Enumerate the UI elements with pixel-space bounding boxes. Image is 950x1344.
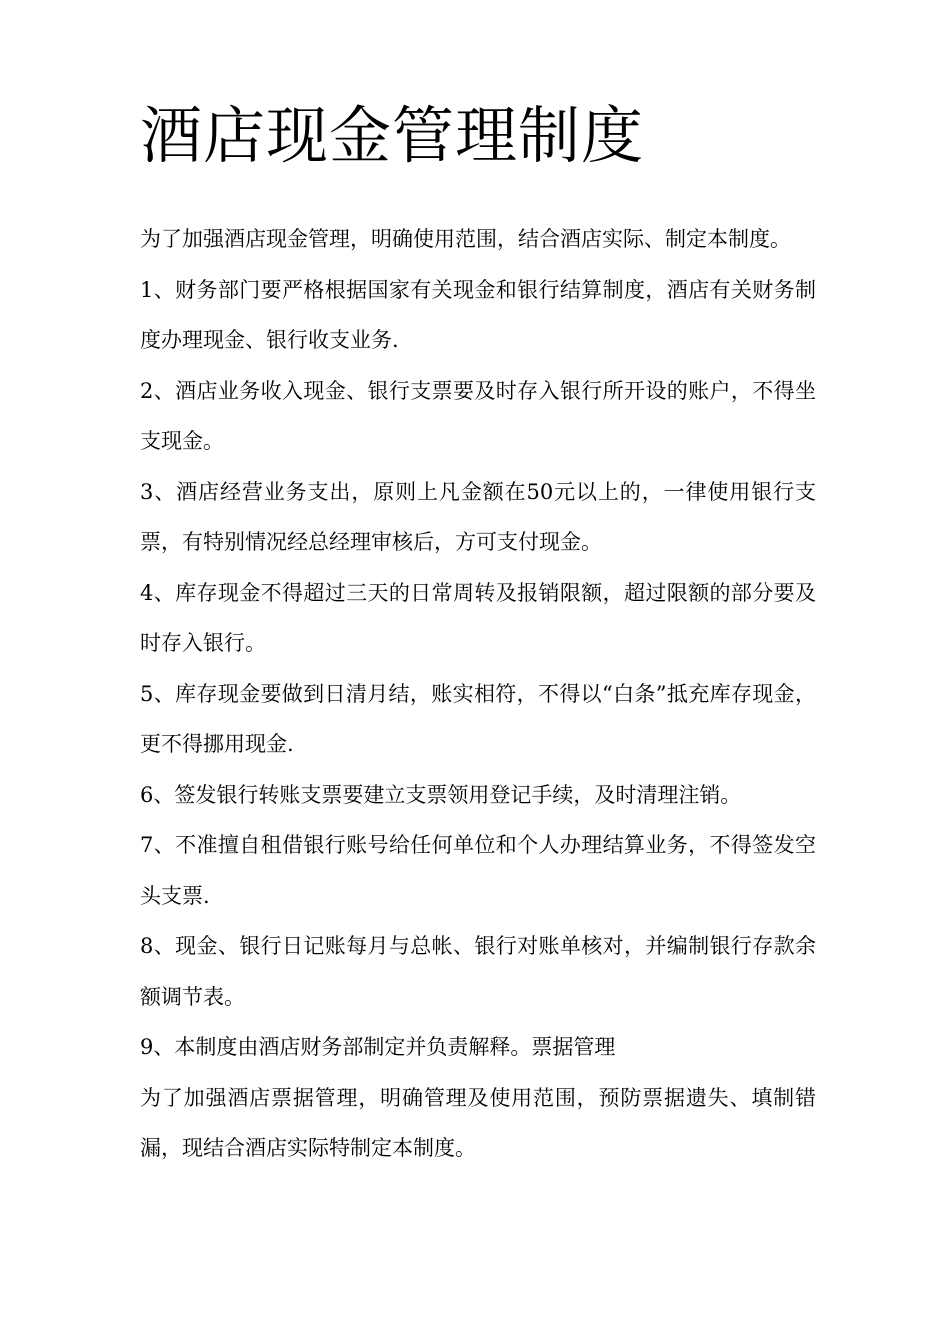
paragraph-ticket-intro: 为了加强酒店票据管理，明确管理及使用范围，预防票据遗失、填制错漏，现结合酒店实际特制定本制度。 <box>140 1085 816 1160</box>
paragraph-item-4: 4、库存现金不得超过三天的日常周转及报销限额，超过限额的部分要及时存入银行。 <box>140 580 816 655</box>
paragraph-item-9: 9、本制度由酒店财务部制定并负责解释。票据管理 <box>140 1035 616 1059</box>
paragraph-item-2: 2、酒店业务收入现金、银行支票要及时存入银行所开设的账户，不得坐支现金。 <box>140 378 816 453</box>
paragraph-item-1: 1、财务部门要严格根据国家有关现金和银行结算制度，酒店有关财务制度办理现金、银行收支业务. <box>140 277 816 352</box>
document-title: 酒店现金管理制度 <box>140 99 645 172</box>
document-body <box>140 214 816 1174</box>
paragraph-intro: 为了加强酒店现金管理，明确使用范围，结合酒店实际、制定本制度。 <box>140 227 791 251</box>
paragraph-item-8: 8、现金、银行日记账每月与总帐、银行对账单核对，并编制银行存款余额调节表。 <box>140 934 816 1009</box>
paragraph-item-3: 3、酒店经营业务支出，原则上凡金额在50元以上的，一律使用银行支票，有特别情况经总经理审核后，方可支付现金。 <box>140 479 816 554</box>
paragraph-item-7: 7、不准擅自租借银行账号给任何单位和个人办理结算业务，不得签发空头支票. <box>140 833 816 908</box>
paragraph-item-6: 6、签发银行转账支票要建立支票领用登记手续，及时清理注销。 <box>140 782 742 807</box>
paragraph-item-5: 5、库存现金要做到日清月结，账实相符，不得以“白条”抵充库存现金，更不得挪用现金. <box>140 681 816 756</box>
